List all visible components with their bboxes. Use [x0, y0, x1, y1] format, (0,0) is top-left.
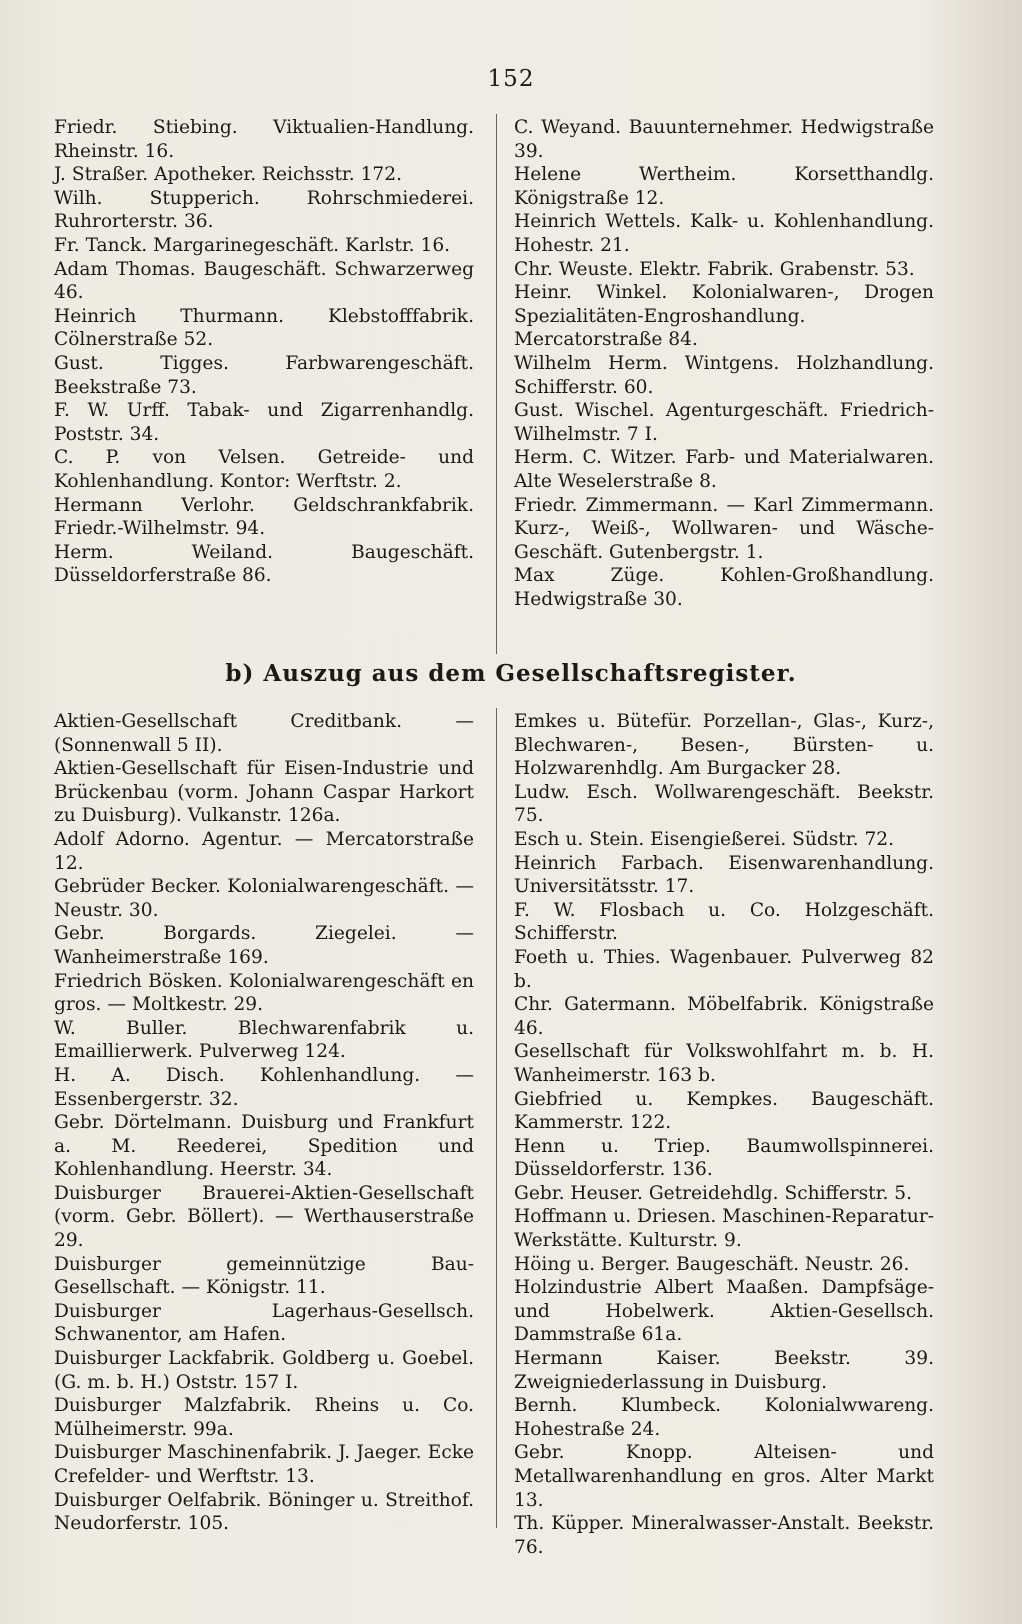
list-entry: Gebr. Knopp. Alteisen- und Metallwarenhandlung en gros. Alter Markt 13. [514, 1442, 934, 1511]
list-entry: Heinrich Wettels. Kalk- u. Kohlenhandlung. Hohestr. 21. [514, 211, 934, 256]
list-entry: Heinr. Winkel. Kolonialwaren-, Drogen Spezialitäten-Engroshandlung. Mercatorstraße 84. [514, 282, 934, 351]
upper-right-column [514, 116, 934, 611]
list-entry: Duisburger Lackfabrik. Goldberg u. Goebel. (G. m. b. H.) Oststr. 157 I. [54, 1348, 474, 1393]
list-entry: Heinrich Thurmann. Klebstofffabrik. Cölnerstraße 52. [54, 305, 474, 351]
list-entry: Aktien-Gesellschaft für Eisen-Industrie und Brückenbau (vorm. Johann Caspar Harkort zu Duisburg). Vulkanstr. 126a. [54, 758, 474, 827]
list-entry: Max Züge. Kohlen-Großhandlung. Hedwigstraße 30. [514, 565, 934, 610]
list-entry: Hermann Kaiser. Beekstr. 39. Zweigniederlassung in Duisburg. [514, 1348, 934, 1393]
list-entry: Gebrüder Becker. Kolonialwarengeschäft. — Neustr. 30. [54, 876, 474, 921]
list-entry: C. P. von Velsen. Getreide- und Kohlenhandlung. Kontor: Werftstr. 2. [54, 447, 474, 492]
column-divider [496, 708, 497, 1528]
list-entry: Fr. Tanck. Margarinegeschäft. Karlstr. 16. [54, 234, 451, 256]
list-entry: Gebr. Borgards. Ziegelei. — Wanheimerstraße 169. [54, 923, 474, 968]
list-entry: Helene Wertheim. Korsetthandlg. Königstraße 12. [514, 164, 934, 209]
list-entry: Duisburger gemeinnützige Bau-Gesellschaft. — Königstr. 11. [54, 1253, 474, 1299]
list-entry: Henn u. Triep. Baumwollspinnerei. Düsseldorferstr. 136. [514, 1135, 934, 1181]
list-entry: Chr. Gatermann. Möbelfabrik. Königstraße 46. [514, 994, 934, 1039]
list-entry: Herm. C. Witzer. Farb- und Materialwaren. Alte Weselerstraße 8. [514, 447, 934, 492]
list-entry: Herm. Weiland. Baugeschäft. Düsseldorferstraße 86. [54, 541, 474, 587]
upper-left-column [54, 116, 474, 588]
list-entry: F. W. Flosbach u. Co. Holzgeschäft. Schifferstr. [514, 899, 934, 945]
list-entry: Friedr. Zimmermann. — Karl Zimmermann. Kurz-, Weiß-, Wollwaren- und Wäsche-Geschäft. Gutenbergstr. 1. [514, 494, 934, 563]
list-entry: Friedr. Stiebing. Viktualien-Handlung. Rheinstr. 16. [54, 117, 474, 162]
list-entry: Duisburger Lagerhaus-Gesellsch. Schwanentor, am Hafen. [54, 1300, 474, 1346]
list-entry: Höing u. Berger. Baugeschäft. Neustr. 26. [514, 1253, 910, 1275]
list-entry: H. A. Disch. Kohlenhandlung. — Essenbergerstr. 32. [54, 1064, 474, 1110]
list-entry: Ludw. Esch. Wollwarengeschäft. Beekstr. 75. [514, 781, 934, 827]
list-entry: W. Buller. Blechwarenfabrik u. Emaillierwerk. Pulverweg 124. [54, 1017, 474, 1063]
column-divider [496, 114, 497, 654]
list-entry: Gebr. Heuser. Getreidehdlg. Schifferstr. 5. [514, 1182, 913, 1204]
list-entry: Th. Küpper. Mineralwasser-Anstalt. Beekstr. 76. [514, 1513, 934, 1558]
list-entry: Giebfried u. Kempkes. Baugeschäft. Kammerstr. 122. [514, 1088, 934, 1134]
list-entry: Adolf Adorno. Agentur. — Mercatorstraße 12. [54, 828, 474, 874]
list-entry: Chr. Weuste. Elektr. Fabrik. Grabenstr. 53. [514, 258, 915, 280]
list-entry: Esch u. Stein. Eisengießerei. Südstr. 72. [514, 828, 895, 850]
list-entry: Aktien-Gesellschaft Creditbank. — (Sonnenwall 5 II). [54, 711, 474, 756]
list-entry: Duisburger Malzfabrik. Rheins u. Co. Mülheimerstr. 99a. [54, 1395, 474, 1440]
list-entry: Bernh. Klumbeck. Kolonialwwareng. Hohestraße 24. [514, 1395, 934, 1440]
list-entry: Foeth u. Thies. Wagenbauer. Pulverweg 82 b. [514, 946, 934, 992]
list-entry: Gesellschaft für Volkswohlfahrt m. b. H. Wanheimerstr. 163 b. [514, 1041, 934, 1086]
list-entry: Wilh. Stupperich. Rohrschmiederei. Ruhrorterstr. 36. [54, 187, 474, 233]
list-entry: J. Straßer. Apotheker. Reichsstr. 172. [54, 164, 402, 186]
list-entry: Emkes u. Bütefür. Porzellan-, Glas-, Kurz-, Blechwaren-, Besen-, Bürsten- u. Holzwarenhdlg. Am Burgacker 28. [514, 711, 934, 780]
list-entry: Holzindustrie Albert Maaßen. Dampfsäge- und Hobelwerk. Aktien-Gesellsch. Dammstraße 61a. [514, 1277, 934, 1346]
list-entry: Hoffmann u. Driesen. Maschinen-Reparatur-Werkstätte. Kulturstr. 9. [514, 1206, 934, 1252]
list-entry: Friedrich Bösken. Kolonialwarengeschäft en gros. — Moltkestr. 29. [54, 970, 474, 1016]
list-entry: Duisburger Brauerei-Aktien-Gesellschaft (vorm. Gebr. Böllert). — Werthauserstraße 29. [54, 1182, 474, 1252]
list-entry: C. Weyand. Bauunternehmer. Hedwigstraße 39. [514, 117, 934, 162]
lower-right-column [514, 710, 934, 1559]
list-entry: Duisburger Oelfabrik. Böninger u. Streithof. Neudorferstr. 105. [54, 1489, 474, 1535]
list-entry: Wilhelm Herm. Wintgens. Holzhandlung. Schifferstr. 60. [514, 352, 934, 398]
list-entry: Gust. Wischel. Agenturgeschäft. Friedrich-Wilhelmstr. 7 I. [514, 400, 934, 445]
list-entry: Gust. Tigges. Farbwarengeschäft. Beekstraße 73. [54, 352, 474, 398]
lower-left-column [54, 710, 474, 1536]
list-entry: F. W. Urff. Tabak- und Zigarrenhandlg. Poststr. 34. [54, 400, 474, 445]
list-entry: Heinrich Farbach. Eisenwarenhandlung. Universitätsstr. 17. [514, 852, 934, 898]
list-entry: Duisburger Maschinenfabrik. J. Jaeger. Ecke Crefelder- und Werftstr. 13. [54, 1442, 474, 1487]
list-entry: Hermann Verlohr. Geldschrankfabrik. Friedr.-Wilhelmstr. 94. [54, 494, 474, 540]
section-heading: b) Auszug aus dem Gesellschaftsregister. [225, 660, 797, 687]
page-number: 152 [487, 66, 535, 92]
list-entry: Adam Thomas. Baugeschäft. Schwarzerweg 46. [54, 258, 474, 304]
list-entry: Gebr. Dörtelmann. Duisburg und Frankfurt a. M. Reederei, Spedition und Kohlenhandlung. Heerstr. 34. [54, 1112, 474, 1181]
